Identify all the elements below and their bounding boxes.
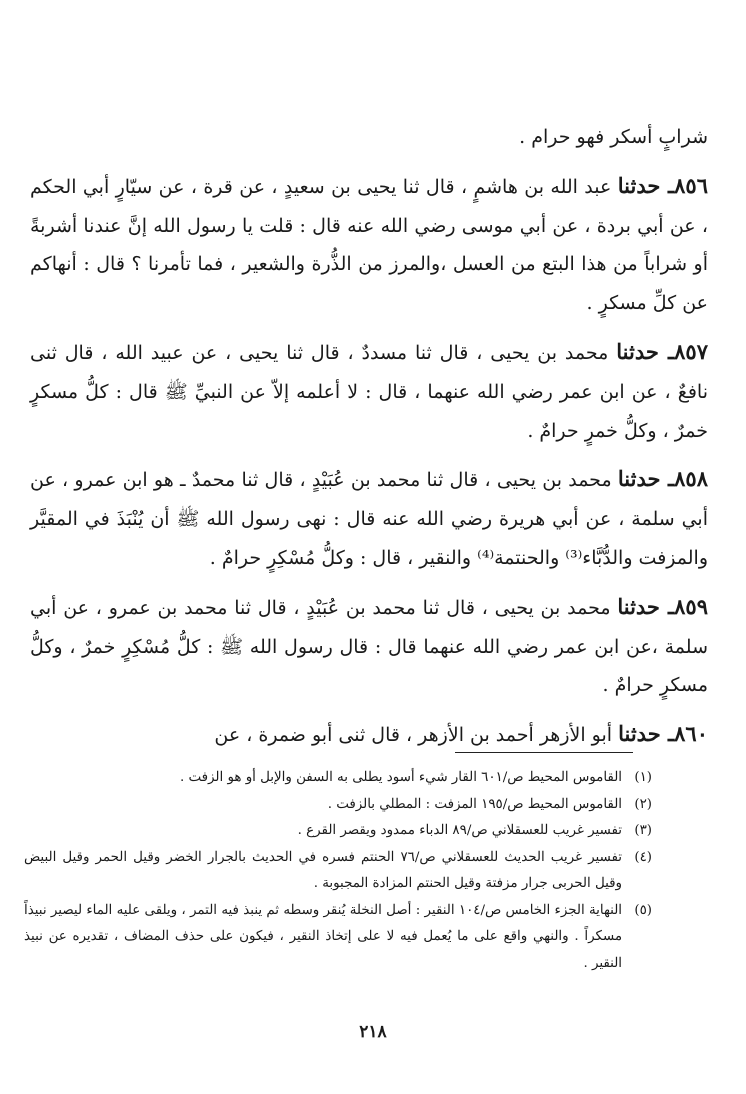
hadith-number: ٨٥٧ <box>674 338 708 364</box>
footnote-text: القاموس المحيط ص/١٩٥ المزفت : المطلي بالزفت . <box>327 796 622 812</box>
footnote-1 <box>24 765 652 792</box>
hadith-label: ـ حدثنا <box>618 721 675 747</box>
intro-line: شرابٍ أسكر فهو حرام . <box>519 126 708 148</box>
footnote-number: (٢) <box>634 796 652 812</box>
main-text <box>30 118 708 755</box>
hadith-856 <box>30 167 708 323</box>
footnote-5 <box>24 898 652 978</box>
hadith-label: ـ حدثنا <box>617 466 675 492</box>
hadith-859 <box>30 588 708 705</box>
footnote-number: (٥) <box>634 902 652 918</box>
hadith-label: ـ حدثنا <box>617 593 675 619</box>
footnote-number: (١) <box>634 770 652 785</box>
hadith-number: ٨٥٩ <box>674 593 708 619</box>
hadith-text: محمد بن يحيى ، قال ثنا محمد بن عُبَيْدٍ ، قال ثنا محمدٌ ـ هو ابن عمرو ، عن أبي سلمة ، عن أبي هريرة رضي الله عنه قال : نهى رسول الله ﷺ أن يُنْبَذَ في المقيَّر والمزفت والدُّبَّاء⁽³⁾ والحنتمة⁽⁴⁾ والنقير ، قال : وكلُّ مُسْكِرٍ حرامٌ . <box>30 469 708 569</box>
footnote-number: (٤) <box>634 849 652 865</box>
footnotes <box>24 765 652 977</box>
footnote-separator <box>455 752 633 753</box>
footnote-text: تفسير غريب الحديث للعسقلاني ص/٧٦ الحنتم فسره في الحديث بالجرار الخضر وقيل الحمر وقيل البيض وقيل الحربى جرار مزفتة وقيل الحنتم المزادة المجبوبة . <box>24 849 622 891</box>
footnote-3 <box>24 818 652 845</box>
hadith-number: ٨٦٠ <box>674 721 708 747</box>
footnote-text: النهاية الجزء الخامس ص/١٠٤ النقير : أصل النخلة يُنقر وسطه ثم ينبذ فيه التمر ، ويلقى عليه الماء ليصير نبيذاً مسكراً . والنهي واقع على ما يُعمل فيه لا على إتخاذ النقير ، فيكون على حذف المضاف ، تقديره عن نبيذ النقير . <box>24 902 623 971</box>
footnote-text: القاموس المحيط ص/٦٠١ القار شيء أسود يطلى به السفن والإبل أو هو الزفت . <box>179 770 622 785</box>
hadith-text: محمد بن يحيى ، قال ثنا مسددٌ ، قال ثنا يحيى ، عن عبيد الله ، قال ثنى نافعٌ ، عن ابن عمر رضي الله عنهما ، قال : لا أعلمه إلاّ عن النبيِّ ﷺ قال : كلُّ مسكرٍ خمرٌ ، وكلُّ خمرٍ حرامٌ . <box>30 341 708 442</box>
hadith-text: أبو الأزهر أحمد بن الأزهر ، قال ثنى أبو ضمرة ، عن <box>214 724 613 747</box>
hadith-text: محمد بن يحيى ، قال ثنا محمد بن عُبَيْدٍ ، قال ثنا محمد بن عمرو ، عن أبي سلمة ،عن ابن عمر رضي الله عنهما قال : قال رسول الله ﷺ : كلُّ مُسْكِرٍ خمرٌ ، وكلُّ مسكرٍ حرامٌ . <box>30 596 708 697</box>
hadith-857 <box>30 333 708 450</box>
footnote-text: تفسير غريب للعسقلاني ص/٨٩ الدباء ممدود ويقصر القرع . <box>297 823 622 838</box>
hadith-858 <box>30 460 708 577</box>
hadith-860 <box>30 715 708 755</box>
hadith-number: ٨٥٦ <box>674 172 708 198</box>
footnote-2 <box>24 792 652 819</box>
hadith-text: عبد الله بن هاشمٍ ، قال ثنا يحيى بن سعيدٍ ، عن قرة ، عن سيّارٍ أبي الحكم ، عن أبي بردة ، عن أبي موسى رضي الله عنه قال : قلت يا رسول الله إنَّ عندنا أشربةً أو شراباً من هذا البتع من العسل ،والمرز من الذُّرة والشعير ، فما تأمرنا ؟ قال : أنهاكم عن كلِّ مسكرٍ . <box>30 175 708 315</box>
hadith-number: ٨٥٨ <box>674 466 708 492</box>
footnote-4 <box>24 845 652 898</box>
page-number: ٢١٨ <box>359 1022 387 1042</box>
hadith-label: ـ حدثنا <box>617 172 675 198</box>
hadith-label: ـ حدثنا <box>616 338 675 364</box>
footnote-number: (٣) <box>634 823 652 838</box>
